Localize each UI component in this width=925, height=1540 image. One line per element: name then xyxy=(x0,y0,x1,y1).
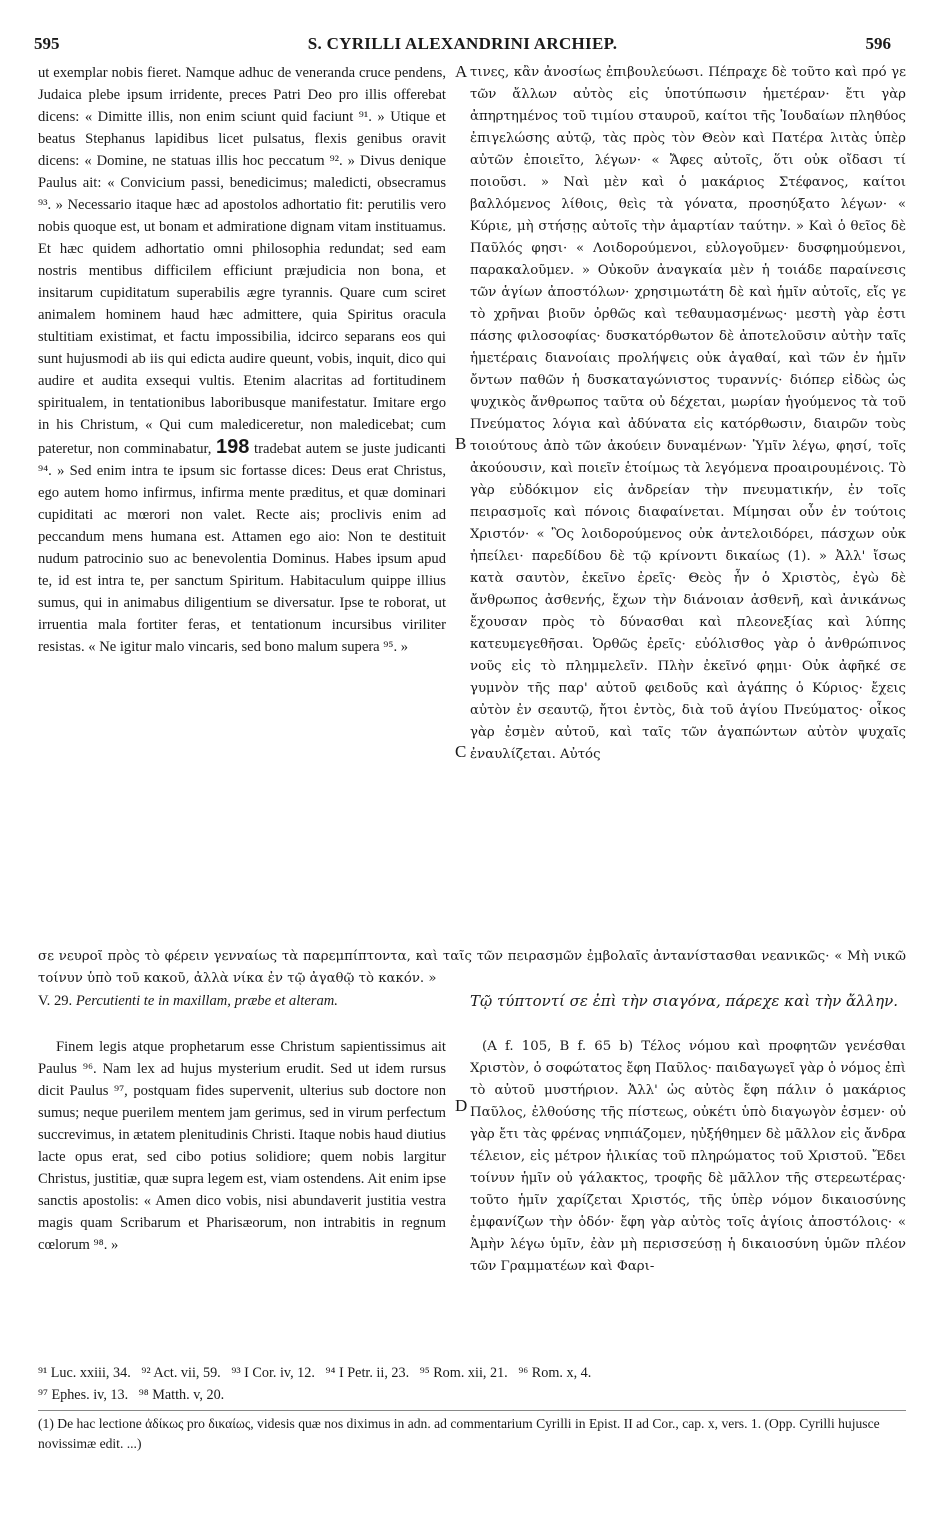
inline-page-number: 198 xyxy=(216,436,250,458)
column-number-left: 595 xyxy=(34,34,60,53)
latin-column-bottom xyxy=(38,1036,446,1256)
page-header xyxy=(30,34,895,60)
verse-title-greek: Τῷ τύπτοντί σε ἐπὶ τὴν σιαγόνα, πάρεχε καὶ τὴν ἄλλην. xyxy=(470,992,899,1010)
reference-notes xyxy=(38,1362,906,1406)
reference-notes-line-2: ⁹⁷ Ephes. iv, 13. ⁹⁸ Matth. v, 20. xyxy=(38,1387,225,1403)
greek-column-top xyxy=(470,62,906,766)
margin-letter-c: C xyxy=(455,742,467,761)
greek-text-body: (A f. 105, B f. 65 b) Τέλος νόμου καὶ προφητῶν γενέσθαι Χριστὸν, ὁ σοφώτατος ἔφη Παῦλος· παιδαγωγεῖ γὰρ ὁ νόμος ἐπὶ τὸ αὐτοῦ μυστήριον. Ἀλλ' ὡς αὐτὸς ἔφη πάλιν ὁ μακάριος Παῦλος, ἐλθούσης τῆς πίστεως, οὐκέτι ὑπὸ διαγωγὸν ἐσμεν· οὐ γὰρ ἔτι τὰς φρένας νηπιάζομεν, ηὐξήθημεν δὲ μᾶλλον εἰς ἄνδρα τέλειον, εἰς μέτρον ἡλικίας τοῦ πληρώματος τοῦ Χριστοῦ. Ἔδει τοίνυν ἡμῖν οὐ γάλακτος, τροφῆς δὲ μᾶλλον τῆς στερεωτέρας· τοῦτο ἡμῖν χαρίζεται Χριστός, τῆς ὑπὲρ νόμον δικαιοσύνης ἐμφανίζων τὴν ὁδόν· ἔφη γὰρ αὐτὸς τοῖς ἁγίοις ἀποστόλοις· « Ἀμὴν λέγω ὑμῖν, ἐὰν μὴ περισσεύσῃ ἡ δικαιοσύνη ὑμῶν πλέον τῶν Γραμματέων καὶ Φαρι- xyxy=(470,1039,906,1274)
footnote: (1) De hac lectione ἀδίκως pro δικαίως, videsis quæ nos diximus in adn. ad commentarium Cyrilli in Epist. II ad Cor., cap. x, vers. 1. (Opp. Cyrilli hujusce novissimæ edit. ...) xyxy=(38,1416,880,1451)
column-number-right: 596 xyxy=(865,34,891,53)
footnote-divider xyxy=(38,1410,906,1411)
verse-label: V. 29. xyxy=(38,993,73,1009)
latin-text-part2: tradebat autem se juste judicanti ⁹⁴. » Sed enim intra te ipsum sic fortasse dices: Deus erat Christus, ego autem homo infirmus, infirma mente præditus, et quæ dominari cupiditati ac mœrori non valet. Recte ais; proclivis enim ad peccandum mens humana est. Attamen ego aio: Non te destituit nudum patrocinio suo ac benevolentia Dominus. Habes ipsum apud te, id est intra te, per sanctum Spiritum. Habitaculum quippe illius sumus, qui in animabus diligentium se diversatur. Ipse te roborat, ut irruentia mala fortiter feras, et tentationum incursibus viriliter resistas. « Ne igitur malo vincaris, sed bono malum supera ⁹⁵. » xyxy=(38,441,446,655)
greek-text-full: σε νευροῖ πρὸς τὸ φέρειν γενναίως τὰ παρεμπίπτοντα, καὶ ταῖς τῶν πειρασμῶν ἐμβολαῖς ἀντανίστασθαι νεανικῶς· « Μὴ νικῶ τοίνυν ὑπὸ τοῦ κακοῦ, ἀλλὰ νίκα ἐν τῷ ἀγαθῷ τὸ κακόν. » xyxy=(38,949,906,986)
verse-title-latin: Percutienti te in maxillam, præbe et alteram. xyxy=(75,993,338,1009)
latin-text-body: Finem legis atque prophetarum esse Christum sapientissimus ait Paulus ⁹⁶. Nam lex ad hujus mysterium erudit. Sed ut idem rursus dicit Paulus ⁹⁷, postquam fides supervenit, ulterius sub doctore non sumus; neque puerilem mentem jam gerimus, sed in virum perfectum succrevimus, in ætatem plenitudinis Christi. Itaque nobis haud diutius lacte opus erat, sed cibo potius solidiore; quem nobis largitur Christus, justitiæ, quæ supra legem est, viam ostendens. Ait enim ipse sanctis apostolis: « Amen dico vobis, nisi abundaverit justitia vestra magis quam Scribarum et Pharisæorum, non intrabitis in regnum cœlorum ⁹⁸. » xyxy=(38,1039,446,1253)
reference-notes-line-1: ⁹¹ Luc. xxiii, 34. ⁹² Act. vii, 59. ⁹³ I Cor. iv, 12. ⁹⁴ I Petr. ii, 23. ⁹⁵ Rom. xii, 21. ⁹⁶ Rom. x, 4. xyxy=(38,1365,592,1381)
greek-column-bottom xyxy=(470,1036,906,1278)
running-title: S. CYRILLI ALEXANDRINI ARCHIEP. xyxy=(307,34,618,53)
margin-letter-d: D xyxy=(455,1096,468,1115)
verse-heading-latin xyxy=(38,990,446,1012)
verse-heading-greek xyxy=(470,990,906,1012)
latin-text-part1: ut exemplar nobis fieret. Namque adhuc de veneranda cruce pendens, Judaica plebe ipsum irridente, preces Patri Deo pro illis offerebat dicens: « Dimitte illis, non enim sciunt quid faciunt ⁹¹. » Utique et beatus Stephanus lapidibus licet pulsatus, flexis genibus oravit dicens: « Domine, ne statuas illis hoc peccatum ⁹². » Divus denique Paulus ait: « Convicium passi, benedicimus; maledicti, obsecramus ⁹³. » Necessario itaque hæc ad apostolos adhortatio fit: perutilis vero nobis quoque est, ut bonam et admiratione dignam vitam instituamus. Et hæc quidem adhortatio omni philosophia redundat; sed eam nostris mentibus difficilem efficiunt præjudicia non bona, et insitarum cupiditatum superabilis ægre tyrannis. Quare cum sciret animalem hominem haud hæc admittere, quia Spiritus oracula stultitiam existimat, et factu impossibilia, idcirco separans eos qui sunt hujusmodi ab iis qui edicta audire queunt, vobis, inquit, dico qui audire et audita exsequi vultis. Etenim alacritas ad fortitudinem spiritualem, in tentationibus laboribusque manifestatur. Imitare ergo in his Christum, « Qui cum malediceretur, non maledicebat; cum pateretur, non comminabatur, xyxy=(38,65,446,457)
margin-letter-a: A xyxy=(455,62,468,81)
margin-letter-b: B xyxy=(455,434,467,453)
greek-full-width-line xyxy=(38,946,906,990)
greek-text-top: τινες, κἂν ἀνοσίως ἐπιβουλεύωσι. Πέπραχε δὲ τοῦτο καὶ πρό γε τῶν ἄλλων αὐτὸς εἰς ὑποτύπωσιν ἡμετέραν· ἔτι γὰρ ἀπηρτημένος τοῦ τιμίου σταυροῦ, καίτοι τῆς Ἰουδαίων πληθύος ἐπιγελώσης αὐτῷ, τὰς πρὸς τὸν Θεὸν καὶ Πατέρα λιτὰς ὑπὲρ αὐτῶν ἐποιεῖτο, λέγων· « Ἄφες αὐτοῖς, ὅτι οὐκ οἴδασι τί ποιοῦσι. » Ναὶ μὲν καὶ ὁ μακάριος Στέφανος, καίτοι βαλλόμενος λίθοις, θεὶς τὰ γόνατα, προσηύξατο λέγων· « Κύριε, μὴ στήσῃς αὐτοῖς τὴν ἁμαρτίαν ταύτην. » Καὶ ὁ θεῖος δὲ Παῦλός φησι· « Λοιδορούμενοι, εὐλογοῦμεν· δυσφημούμενοι, παρακαλοῦμεν. » Οὐκοῦν ἀναγκαία μὲν ἡ τοιάδε παραίνεσις τῶν ἁγίων ἀποστόλων· χρησιμωτάτη δὲ καὶ ἡμῖν αὐτοῖς, εἴς γε τὸ χρῆναι βιοῦν ὀρθῶς καὶ τεθαυμασμένως· μεστὴ γὰρ ἐστι πάσης φιλοσοφίας· δυσκατόρθωτον δὲ ἀποτελοῦσιν αὐτὴν ταῖς ἡμετέραις διανοίαις προλήψεις οὐκ ἀγαθαί, καὶ τῶν ἐν ἡμῖν ὄντων παθῶν ἡ δυσκαταγώνιστος τυραννίς· διόπερ εἰδὼς ὡς ψυχικὸς ἄνθρωπος ταῦτα οὐ δέχεται, μωρίαν ἡγούμενος τὰ τοῦ Πνεύματος λόγια καὶ ἀδύνατα εἰς κατόρθωσιν, διαιρῶν τοὺς τοιούτους ἀπὸ τῶν ἀκούειν δυναμένων· Ὑμῖν λέγω, φησί, τοῖς ἀκούουσιν, καὶ ποιεῖν ἑτοίμως τὰ λεγόμενα προαιρουμένοις. Τὸ γὰρ εὐδόκιμον εἰς ἀνδρείαν τὴν πνευματικήν, ἐν τοῖς πειρασμοῖς καὶ πόνοις διαφαίνεται. Μίμησαι οὖν ἐν τούτοις Χριστόν· « Ὃς λοιδορούμενος οὐκ ἀντελοιδόρει, πάσχων οὐκ ἠπείλει· παρεδίδου δὲ τῷ κρίνοντι δικαίως (1). » Ἀλλ' ἴσως κατὰ σαυτὸν, ἐκεῖνο ἐρεῖς· Θεὸς ἦν ὁ Χριστὸς, ἐγὼ δὲ ἄνθρωπος ἀσθενής, ἔχων τὴν διάνοιαν ἀσθενῆ, καὶ ἀνικάνως ἔχουσαν πρὸς τὸ δύνασθαι καὶ πλεονεξίας καὶ λύπης κατευμεγεθῆσαι. Ὀρθῶς ἐρεῖς· εὐόλισθος γὰρ ὁ ἀνθρώπινος νοῦς εἰς τὸ πλημμελεῖν. Πλὴν ἐκεῖνό φημι· Οὐκ ἀφῆκέ σε γυμνὸν τῆς παρ' αὐτοῦ φειδοῦς καὶ ἀγάπης ὁ Κύριος· ἔχεις αὐτὸν ἐν σεαυτῷ, ἤτοι ἐντὸς, διὰ τοῦ ἁγίου Πνεύματος· οἶκος γὰρ ἐσμὲν αὐτοῦ, καὶ ταῖς τῶν ἀγαπώντων αὐτὸν ψυχαῖς ἐναυλίζεται. Αὐτός xyxy=(470,65,906,762)
latin-column-top xyxy=(38,62,446,658)
